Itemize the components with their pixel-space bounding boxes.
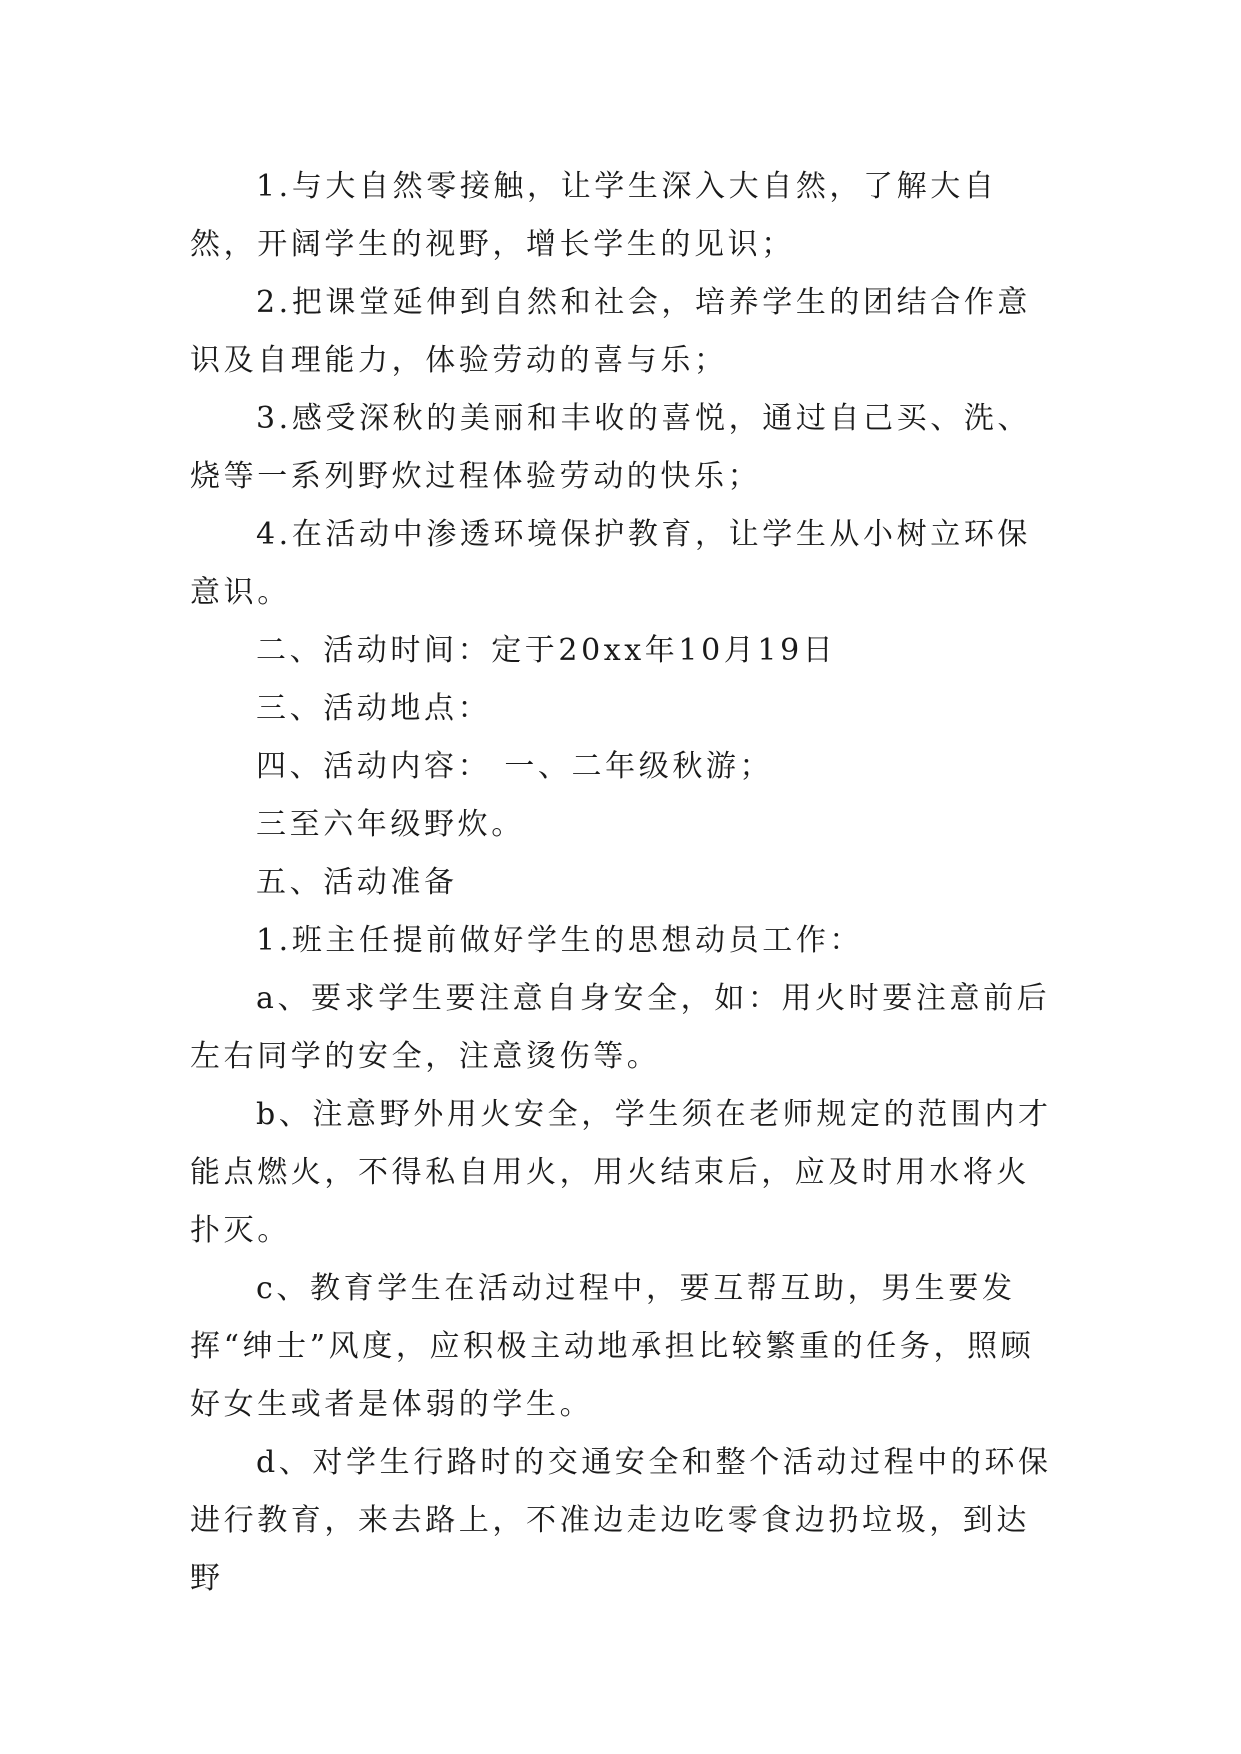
paragraph-objective-2: 2.把课堂延伸到自然和社会，培养学生的团结合作意识及自理能力，体验劳动的喜与乐； [190,285,1032,378]
paragraph-preparation-1: 1.班主任提前做好学生的思想动员工作： [256,923,864,958]
paragraph-preparation-a: a、要求学生要注意自身安全，如：用火时要注意前后左右同学的安全，注意烫伤等。 [190,981,1051,1074]
paragraph-preparation-heading: 五、活动准备 [256,865,458,900]
paragraph-activity-content-2: 三至六年级野炊。 [256,807,525,842]
paragraph-activity-content: 四、活动内容： 一、二年级秋游； [256,749,774,784]
paragraph-objective-3: 3.感受深秋的美丽和丰收的喜悦，通过自己买、洗、烧等一系列野炊过程体验劳动的快乐； [190,401,1032,494]
paragraph-activity-location: 三、活动地点： [256,691,492,726]
document-body [190,158,1060,1608]
paragraph-objective-1: 1.与大自然零接触，让学生深入大自然，了解大自然，开阔学生的视野，增长学生的见识； [190,169,998,262]
paragraph-preparation-b: b、注意野外用火安全，学生须在老师规定的范围内才能点燃火，不得私自用火，用火结束后，应及时用水将火扑灭。 [190,1097,1052,1248]
paragraph-activity-time: 二、活动时间：定于20xx年10月19日 [256,633,837,668]
paragraph-preparation-c: c、教育学生在活动过程中，要互帮互助，男生要发挥“绅士”风度，应积极主动地承担比较繁重的任务，照顾好女生或者是体弱的学生。 [190,1271,1035,1422]
paragraph-objective-4: 4.在活动中渗透环境保护教育，让学生从小树立环保意识。 [190,517,1032,610]
paragraph-preparation-d: d、对学生行路时的交通安全和整个活动过程中的环保进行教育，来去路上，不准边走边吃零食边扔垃圾，到达野 [190,1445,1052,1596]
